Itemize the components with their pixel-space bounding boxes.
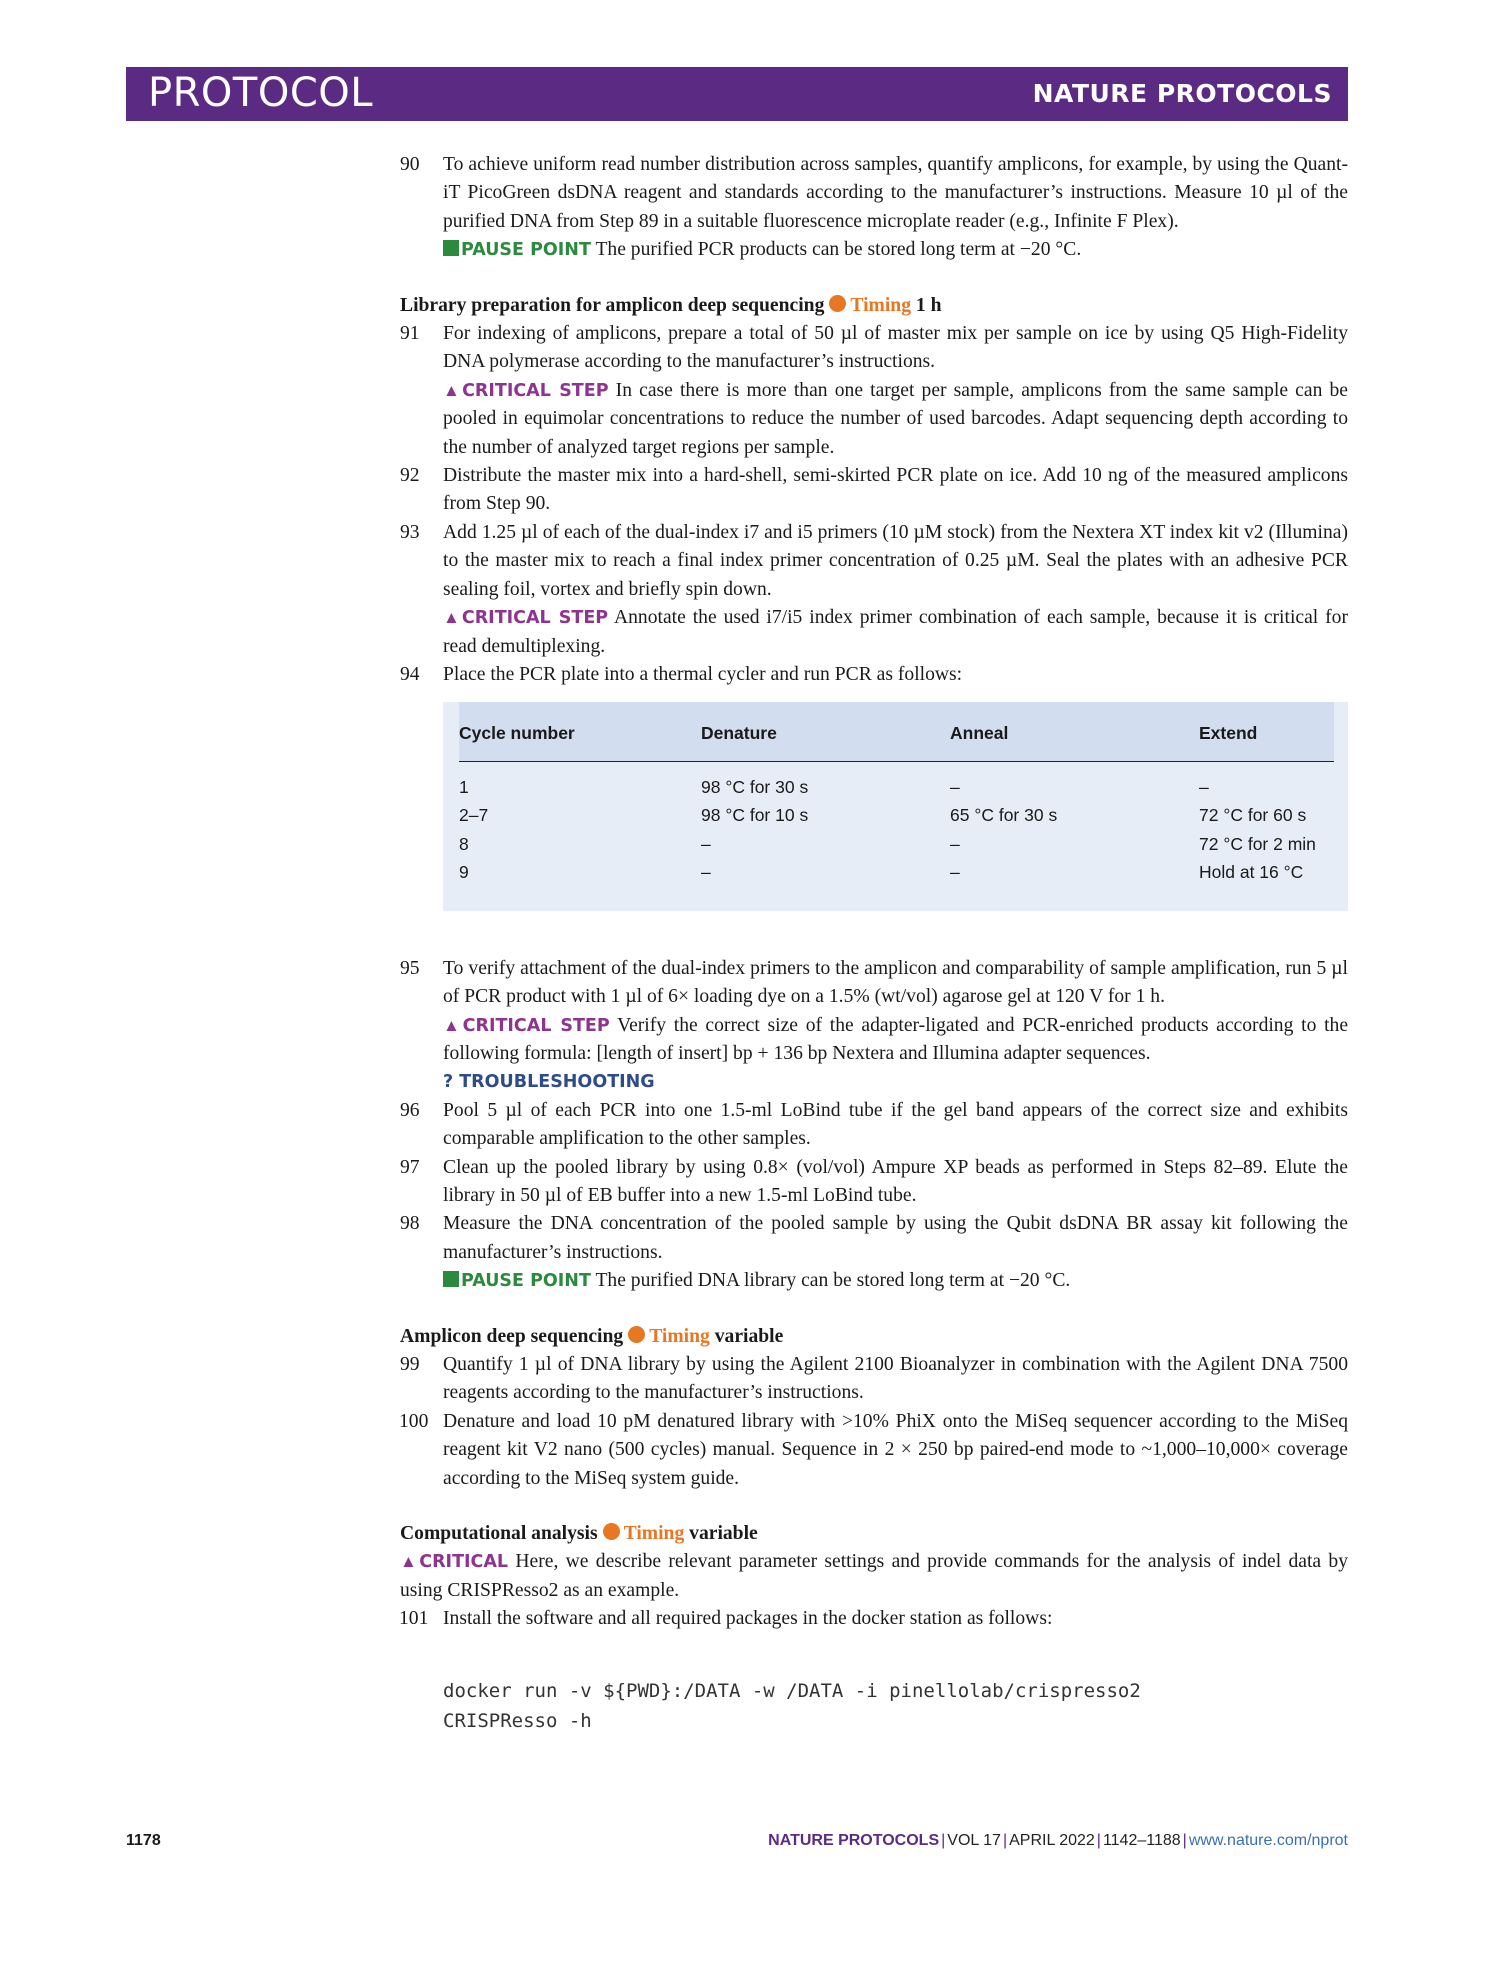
step-text: To achieve uniform read number distribution across samples, quantify amplicons, for example, by using the Quant-iT PicoGreen dsDNA reagent and standards according to the manufacturer’s instructions. Measure 10 µl of the purified DNA from Step 89 in a suitable fluorescence microplate reader (e.g., Infinite F Plex). bbox=[443, 154, 1348, 232]
header-bar bbox=[126, 67, 1348, 121]
pause-point-note bbox=[443, 1267, 1348, 1295]
section-heading bbox=[400, 292, 1348, 320]
section-label: PROTOCOL bbox=[148, 70, 374, 116]
table-cell: 9 bbox=[459, 862, 469, 883]
footer-journal: NATURE PROTOCOLS bbox=[768, 1832, 940, 1849]
critical-triangle-icon: ▲ bbox=[443, 1015, 463, 1035]
critical-step-label: CRITICAL STEP bbox=[462, 380, 609, 401]
step-number: 98 bbox=[400, 1213, 420, 1235]
journal-name: NATURE PROTOCOLS bbox=[1032, 79, 1332, 108]
note-text: Verify the correct size of the adapter-ligated and PCR-enriched products according to the following formula: [length of insert] bp + 136 bp Nextera and Illumina adapter sequences. bbox=[443, 1014, 1349, 1064]
code-line: docker run -v ${PWD}:/DATA -w /DATA -i pinellolab/crispresso2 bbox=[443, 1679, 1141, 1702]
step-text: Denature and load 10 pM denatured library with >10% PhiX onto the MiSeq sequencer according to the MiSeq reagent kit V2 nano (500 cycles) manual. Sequence in 2 × 250 bp paired-end mode to ~1,000–10,000× coverage according to the MiSeq system guide. bbox=[443, 1410, 1348, 1489]
step-91 bbox=[400, 320, 1348, 462]
step-text: To verify attachment of the dual-index primers to the amplicon and comparability of sample amplification, run 5 µl of PCR product with 1 µl of 6× loading dye on a 1.5% (wt/vol) agarose gel at 120 V for 1 h. bbox=[443, 957, 1348, 1008]
pause-point-label: PAUSE POINT bbox=[461, 1271, 591, 1292]
step-number: 101 bbox=[399, 1608, 429, 1630]
footer-volume: VOL 17 bbox=[947, 1832, 1001, 1849]
critical-step-note bbox=[443, 604, 1348, 661]
step-99 bbox=[400, 1351, 1348, 1408]
troubleshooting-label[interactable]: ? TROUBLESHOOTING bbox=[443, 1072, 655, 1093]
timing-label: Timing bbox=[649, 1325, 710, 1347]
timing-value: variable bbox=[714, 1325, 784, 1347]
critical-note bbox=[400, 1548, 1348, 1605]
code-block bbox=[443, 1676, 1348, 1736]
step-101 bbox=[400, 1605, 1348, 1633]
step-number: 96 bbox=[400, 1099, 420, 1121]
section-heading bbox=[400, 1520, 1348, 1548]
step-98 bbox=[400, 1210, 1348, 1295]
step-97 bbox=[400, 1154, 1348, 1211]
table-row bbox=[459, 830, 1334, 859]
section-heading bbox=[400, 1323, 1348, 1351]
step-text: Clean up the pooled library by using 0.8× (vol/vol) Ampure XP beads as performed in Steps 82–89. Elute the library in 50 µl of EB buffer into a new 1.5-ml LoBind tube. bbox=[443, 1156, 1348, 1206]
table-cell: – bbox=[1199, 776, 1209, 797]
section-title: Computational analysis bbox=[400, 1523, 598, 1545]
step-number: 95 bbox=[400, 957, 420, 979]
step-text: Quantify 1 µl of DNA library by using the Agilent 2100 Bioanalyzer in combination with the Agilent DNA 7500 reagents according to the manufacturer’s instructions. bbox=[443, 1354, 1348, 1404]
critical-triangle-icon: ▲ bbox=[443, 380, 463, 400]
column-header: Cycle number bbox=[459, 702, 701, 761]
timing-label: Timing bbox=[623, 1523, 685, 1545]
code-line: CRISPResso -h bbox=[443, 1709, 592, 1732]
column-header: Denature bbox=[701, 702, 950, 761]
footer-url-link[interactable]: www.nature.com/nprot bbox=[1188, 1832, 1348, 1849]
pause-point-note bbox=[443, 236, 1348, 264]
step-90 bbox=[400, 151, 1348, 265]
table-cell: 72 °C for 2 min bbox=[1199, 833, 1316, 854]
critical-label: CRITICAL bbox=[419, 1552, 509, 1573]
column-header: Anneal bbox=[950, 702, 1199, 761]
note-text: The purified PCR products can be stored long term at −20 °C. bbox=[595, 239, 1082, 261]
pcr-table bbox=[459, 702, 1334, 886]
table-cell: Hold at 16 °C bbox=[1199, 862, 1304, 883]
step-number: 99 bbox=[400, 1354, 420, 1375]
critical-triangle-icon: ▲ bbox=[400, 1552, 420, 1572]
step-94 bbox=[400, 661, 1348, 689]
table-cell: 8 bbox=[459, 833, 469, 854]
step-text: Add 1.25 µl of each of the dual-index i7 and i5 primers (10 µM stock) from the Nextera XT index kit v2 (Illumina) to the master mix to reach a final index primer concentration of 0.25 µM. Seal the plates with an adhesive PCR sealing foil, vortex and briefly spin down. bbox=[443, 521, 1348, 600]
footer-date: APRIL 2022 bbox=[1009, 1832, 1095, 1849]
table-cell: – bbox=[950, 833, 960, 854]
pcr-table-box bbox=[443, 702, 1348, 910]
table-cell: 98 °C for 30 s bbox=[701, 776, 809, 797]
table-cell: – bbox=[701, 833, 711, 854]
timing-dot-icon bbox=[829, 295, 846, 312]
section-title: Library preparation for amplicon deep sequencing bbox=[400, 294, 825, 316]
step-95 bbox=[400, 955, 1348, 1097]
step-number: 90 bbox=[400, 154, 420, 175]
table-row bbox=[459, 761, 1334, 801]
step-text: Place the PCR plate into a thermal cycler and run PCR as follows: bbox=[443, 663, 963, 685]
timing-label: Timing bbox=[850, 294, 911, 316]
table-cell: 2–7 bbox=[459, 805, 489, 826]
step-text: Pool 5 µl of each PCR into one 1.5-ml LoBind tube if the gel band appears of the correct size and exhibits comparable amplification to the other samples. bbox=[443, 1099, 1348, 1150]
step-text: For indexing of amplicons, prepare a total of 50 µl of master mix per sample on ice by using Q5 High-Fidelity DNA polymerase according to the manufacturer’s instructions. bbox=[443, 323, 1348, 373]
page-number: 1178 bbox=[126, 1832, 161, 1849]
footer-pages: 1142–1188 bbox=[1102, 1832, 1181, 1849]
note-text: In case there is more than one target per sample, amplicons from the same sample can be pooled in equimolar concentrations to reduce the number of used barcodes. Adapt sequencing depth according to the number of analyzed target regions per sample. bbox=[443, 379, 1349, 458]
main-content bbox=[400, 151, 1348, 1736]
step-number: 91 bbox=[400, 323, 420, 345]
table-cell: – bbox=[950, 776, 960, 797]
step-number: 97 bbox=[400, 1156, 420, 1178]
table-row bbox=[459, 858, 1334, 887]
step-text: Measure the DNA concentration of the pooled sample by using the Qubit dsDNA BR assay kit following the manufacturer’s instructions. bbox=[443, 1213, 1348, 1263]
table-cell: – bbox=[701, 862, 711, 883]
critical-step-note bbox=[443, 1012, 1348, 1069]
step-text: Distribute the master mix into a hard-shell, semi-skirted PCR plate on ice. Add 10 ng of the measured amplicons from Step 90. bbox=[443, 465, 1348, 515]
table-cell: 72 °C for 60 s bbox=[1199, 805, 1307, 826]
step-number: 92 bbox=[400, 465, 420, 487]
troubleshooting-link[interactable] bbox=[443, 1068, 1348, 1096]
critical-triangle-icon: ▲ bbox=[443, 608, 462, 628]
timing-value: variable bbox=[689, 1523, 758, 1545]
section-title: Amplicon deep sequencing bbox=[400, 1325, 624, 1347]
step-text: Install the software and all required packages in the docker station as follows: bbox=[443, 1608, 1053, 1630]
table-cell: 65 °C for 30 s bbox=[950, 805, 1058, 826]
critical-step-label: CRITICAL STEP bbox=[462, 1015, 610, 1036]
timing-dot-icon bbox=[628, 1326, 645, 1343]
note-text: The purified DNA library can be stored long term at −20 °C. bbox=[595, 1270, 1071, 1292]
pause-square-icon bbox=[443, 240, 459, 256]
step-96 bbox=[400, 1097, 1348, 1154]
table-cell: 98 °C for 10 s bbox=[701, 805, 809, 826]
step-100 bbox=[400, 1408, 1348, 1493]
critical-step-label: CRITICAL STEP bbox=[461, 608, 609, 629]
table-row bbox=[459, 801, 1334, 830]
step-number: 93 bbox=[400, 521, 420, 543]
timing-dot-icon bbox=[603, 1523, 620, 1540]
note-text: Here, we describe relevant parameter settings and provide commands for the analysis of indel data by using CRISPResso2 as an example. bbox=[400, 1551, 1348, 1601]
table-cell: – bbox=[950, 862, 960, 883]
pause-square-icon bbox=[443, 1271, 459, 1287]
timing-value: 1 h bbox=[915, 294, 942, 316]
step-93 bbox=[400, 519, 1348, 661]
step-number: 100 bbox=[399, 1410, 429, 1432]
table-cell: 1 bbox=[459, 776, 469, 797]
table-header-row bbox=[459, 702, 1334, 761]
pause-point-label: PAUSE POINT bbox=[461, 240, 591, 261]
step-number: 94 bbox=[400, 663, 420, 685]
step-92 bbox=[400, 462, 1348, 519]
column-header: Extend bbox=[1199, 702, 1334, 761]
footer-citation: NATURE PROTOCOLS | VOL 17 | APRIL 2022 | 1142–1188 | www.nature.com/nprot bbox=[768, 1832, 1348, 1849]
note-text: Annotate the used i7/i5 index primer combination of each sample, because it is critical for read demultiplexing. bbox=[443, 607, 1348, 657]
critical-step-note bbox=[443, 377, 1348, 462]
